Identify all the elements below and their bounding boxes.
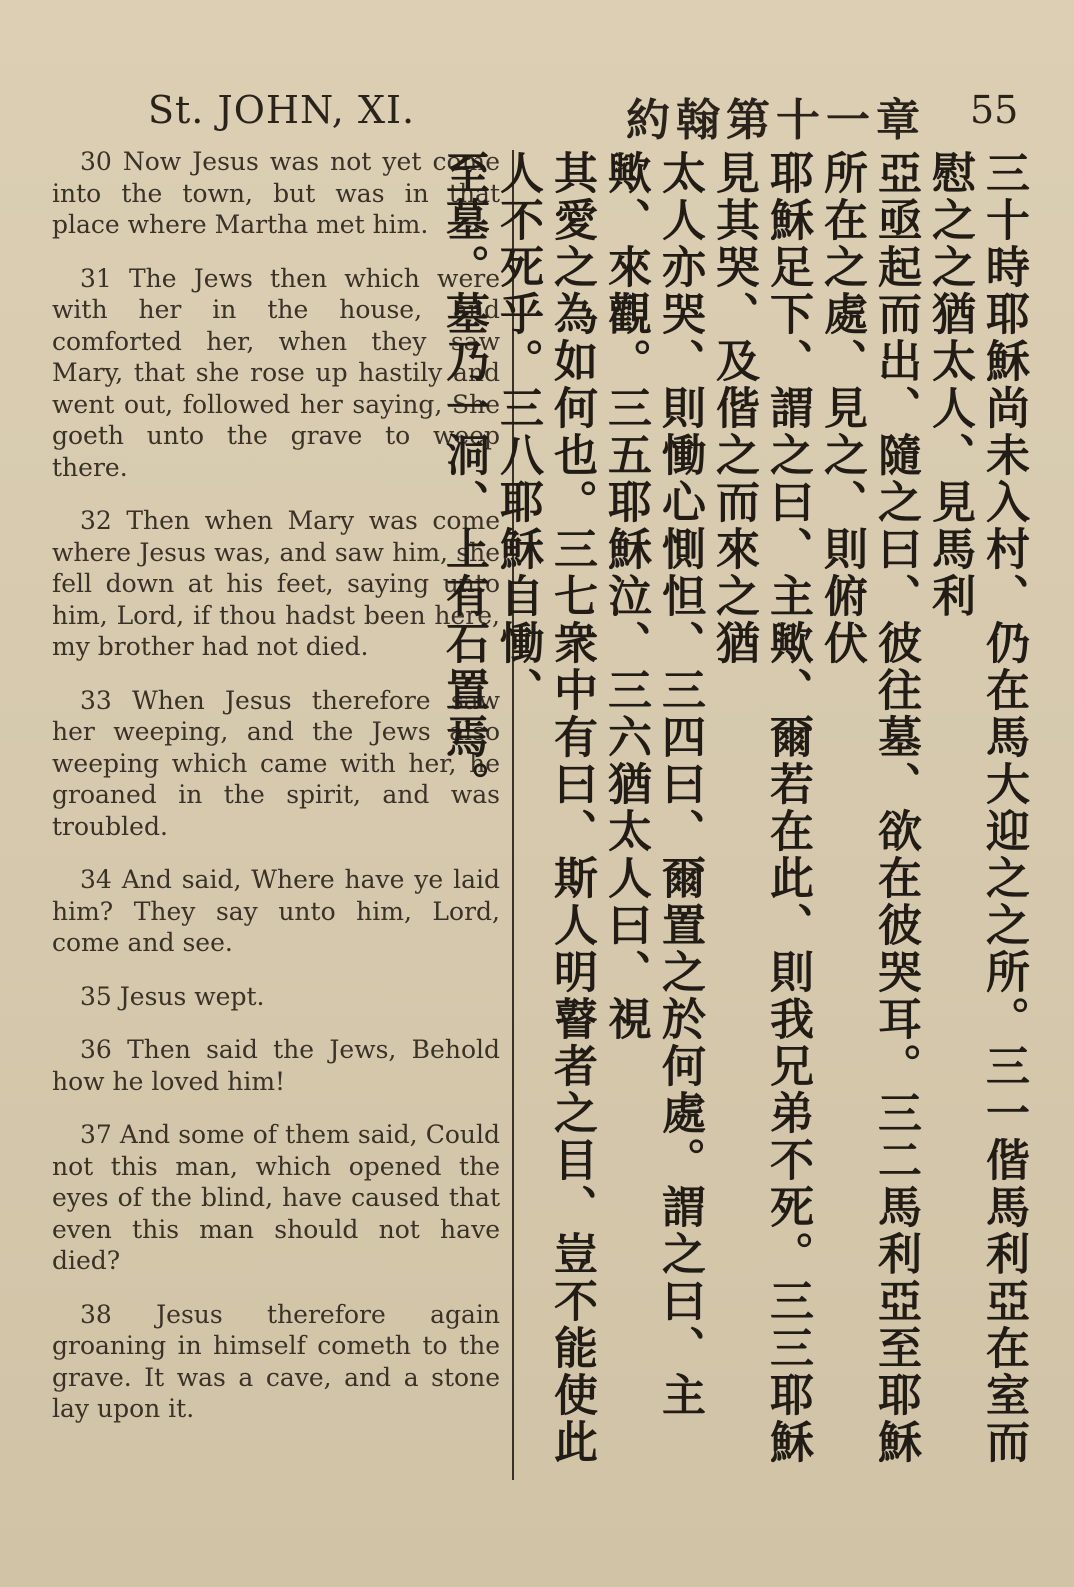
chinese-column-1: 三十時耶穌尚未入村、仍在馬大迎之之所。三一偕馬利亞在室而慰之之猶太人、見馬利 [924,150,1029,1466]
verse-37: 37 And some of them said, Could not this man, which opened the eyes of the blind, have caused that even this man should not have died? [52,1120,500,1275]
verse-35: 35 Jesus wept. [80,981,265,1011]
verse-34: 34 And said, Where have ye laid him? They say unto him, Lord, come and see. [52,865,500,957]
verse-36: 36 Then said the Jews, Behold how he loved him! [52,1035,500,1096]
chinese-column-6: 至墓。墓乃一洞、上有石置焉。 [438,150,489,808]
chinese-text-column [438,150,1030,1510]
running-header-english: St. JOHN, XI. [148,88,416,132]
verse-33: 33 When Jesus therefore saw her weeping, and the Jews also weeping which came with her, he groaned in the spirit, and was troubled. [52,685,500,841]
english-text-column [52,146,500,1447]
chinese-column-4: 太人亦哭、則慟心惻怛、三四曰、爾置之於何處。謂之曰、主歟、來觀。三五耶穌泣、三六猶太人曰、視 [600,150,705,1419]
chinese-column-2: 亞亟起而出、隨之曰、彼往墓、欲在彼哭耳。三二馬利亞至耶穌所在之處、見之、則俯伏 [816,150,921,1466]
running-header-chinese: 約翰第十一章 [626,95,926,146]
page-number: 55 [970,88,1019,132]
chinese-column-3: 耶穌足下、謂之曰、主歟、爾若在此、則我兄弟不死。三三耶穌見其哭、及偕之而來之猶 [708,150,813,1466]
verse-31: 31 The Jews then which were with her in the house, and comforted her, when they saw Mary, that she rose up hastily and went out, followed her saying, She goeth unto the grave to weep there. [52,263,500,482]
verse-38: 38 Jesus therefore again groaning in himself cometh to the grave. It was a cave, and a stone lay upon it. [52,1299,500,1423]
verse-30: 30 Now Jesus was not yet come into the town, but was in that place where Martha met him. [52,147,500,239]
chinese-column-5: 其愛之為如何也。三七衆中有曰、斯人明瞽者之目、豈不能使此人不死乎。三八耶穌自慟、 [492,150,597,1466]
verse-32: 32 Then when Mary was come where Jesus was, and saw him, she fell down at his feet, saying unto him, Lord, if thou hadst been here, my brother had not died. [52,506,500,661]
